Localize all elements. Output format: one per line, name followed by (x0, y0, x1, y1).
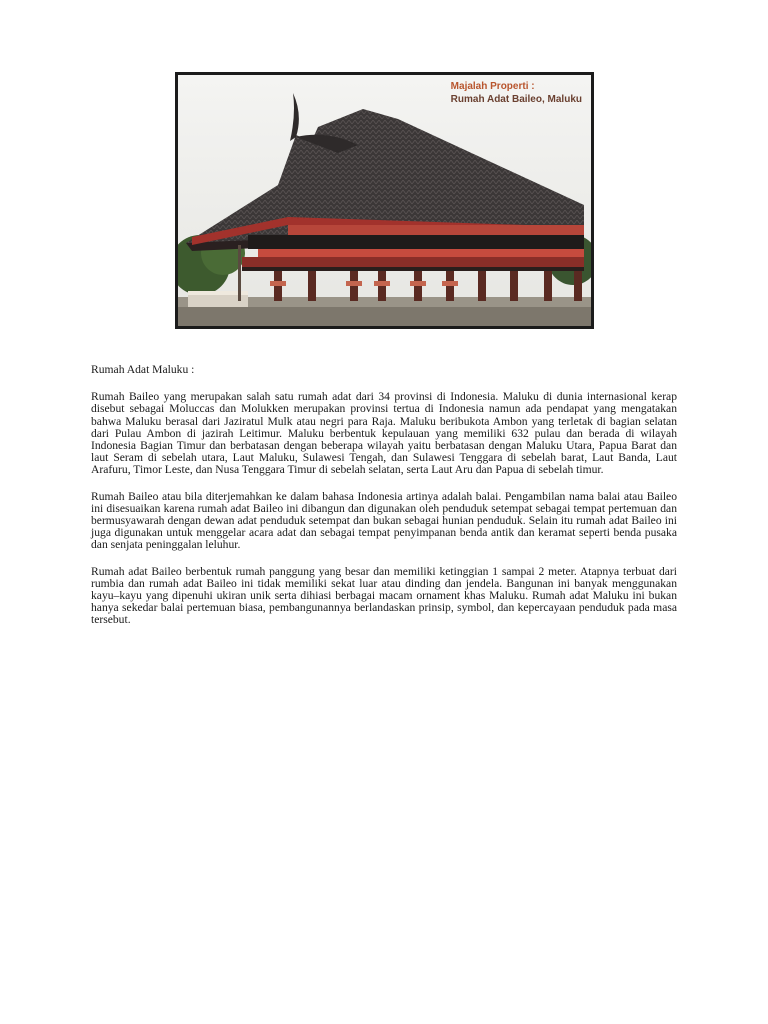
paragraph-1: Rumah Baileo yang merupakan salah satu rumah adat dari 34 provinsi di Indonesia. Maluku di dunia internasional kerap disebut sebagai Moluccas dan Molukken merupakan provinsi tertua di Indonesia namun ada pendapat yang mengatakan bahwa Maluku berasal dari Jaziratul Mulk atau negri para Raja. Maluku beribukota Ambon yang terletak di bagian selatan dari Pulau Ambon di jazirah Leitimur. Maluku berbentuk kepulauan yang memiliki 632 pulau dan berada di wilayah Indonesia Bagian Timur dan berbatasan dengan beberapa wilayah yaitu berbatasan dengan Maluku Utara, Papua Barat dan laut Seram di sebelah utara, Laut Maluku, Sulawesi Tengah, dan Sulawesi Tenggara di sebelah barat, Laut Banda, Laut Arafuru, Timor Leste, dan Nusa Tenggara Timur di sebelah selatan, serta Laut Aru dan Papua di sebelah timur. (91, 390, 677, 477)
document-body (91, 364, 677, 641)
baileo-house-illustration (178, 75, 591, 326)
section-heading: Rumah Adat Maluku : (91, 363, 195, 376)
paragraph-3: Rumah adat Baileo berbentuk rumah panggung yang besar dan memiliki ketinggian 1 sampai 2 meter. Atapnya terbuat dari rumbia dan rumah adat Baileo ini tidak memiliki sekat luar atau dinding dan jendela. Bangunan ini banyak menggunakan kayu–kayu yang dipenuhi ukiran unik serta dihiasi berbagai macam ornament khas Maluku. Rumah adat Maluku ini bukan hanya sekedar balai pertemuan biasa, pembangunannya berlandaskan prinsip, symbol, dan kepercayaan penduduk pada masa tersebut. (91, 564, 677, 627)
caption-title: Rumah Adat Baileo, Maluku (450, 94, 582, 105)
house-photo (175, 72, 594, 329)
paragraph-2: Rumah Baileo atau bila diterjemahkan ke dalam bahasa Indonesia artinya adalah balai. Pengambilan nama balai atau Baileo ini disesuaikan karena rumah adat Baileo ini dibangun dan digunakan oleh penduduk setempat sebagai tempat pertemuan dan bermusyawarah dengan dewan adat penduduk setempat dan bukan sebagai hunian penduduk. Selain itu rumah adat Baileo ini juga digunakan untuk menggelar acara adat dan sebagai tempat penyimpanan benda antik dan keramat seperti benda pusaka dan senjata peninggalan leluhur. (91, 489, 677, 552)
image-caption (451, 80, 582, 106)
caption-magazine: Majalah Properti : (450, 81, 535, 92)
